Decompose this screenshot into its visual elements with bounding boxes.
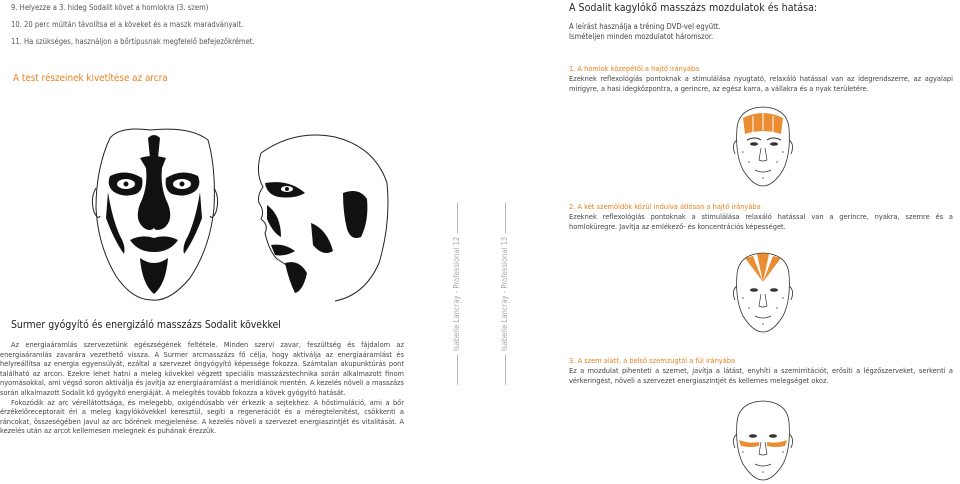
surmer-massage-title: Surmer gyógyító és energizáló masszázs Sodalit kövekkel: [11, 319, 281, 331]
face-illustration-step-1: [723, 104, 803, 190]
step-3: [569, 356, 953, 386]
instruction-item-10: 10. 20 perc múltán távolítsa el a köveket és a maszk maradványait.: [11, 20, 244, 29]
face-projection-title: A test részeinek kivetítése az arcra: [13, 73, 168, 84]
step-1-body: Ezeknek reflexológiás pontoknak a stimulálása nyugtató, relaxáló hatással van az idegrendszerre, az agyalapi mirigyre, a hasi idegközpontra, a gerincre, az egész karra, a vállakra és a nyak területére.: [569, 74, 953, 93]
footer-12-label: Isabelle Lancray - Professional 12: [452, 236, 461, 351]
footer-13-label: Isabelle Lancray - Professional 13: [500, 236, 509, 351]
page-footer-13: [500, 199, 509, 389]
surmer-massage-body: [0, 340, 404, 436]
step-3-body: Ez a mozdulat pihenteti a szemet, javítja a látást, enyhíti a szemirritációt, erősíti a légzőszerveket, serkenti a vérkeringést, növeli a szervezet energiaszintjét és kellemes melegséget okoz.: [569, 366, 953, 385]
step-2-title: 2. A két szemöldök közül indulva átlósan a hajtő irányába: [569, 202, 761, 211]
surmer-paragraph-2: Fokozódik az arc vérellátottsága, és melegebb, oxigéndúsabb vér érkezik a sejtekhez. A hőstimuláció, ami a bőr érzékelőreceptorait éri a meleg kagylókövekkel keresztül, segíti a regenerációt és a méregtelenítést, csökkenti a ráncokat, összeségében javul az arc bőrének megjelenése. A kezelés növeli a szervezet energiaszintjét és vitalitását. A kezelés után az arcot kellemesen melegnek és puhának érezzük.: [0, 397, 404, 436]
face-illustration-step-3: [723, 398, 803, 484]
step-2: [569, 202, 953, 232]
step-1: [569, 64, 953, 94]
profile-face-drawing: [258, 135, 388, 301]
footer-rule: [457, 203, 458, 233]
footer-rule: [505, 203, 506, 233]
massage-movements-title: A Sodalit kagylókő masszázs mozdulatok és hatása:: [569, 2, 818, 14]
step-1-title: 1. A homlok közepétől a hajtő irányába: [569, 64, 700, 73]
instruction-list: [11, 3, 301, 47]
page-footer-12: [452, 199, 461, 389]
step-2-body: Ezeknek reflexológiás pontoknak a stimulálása relaxáló hatással van a gerincre, nyakra, szemre és a homloküregre. Javítja az emlékező- és koncentrációs képességet.: [569, 212, 953, 231]
instruction-item-9: 9. Helyezze a 3. hideg Sodalit követ a homlokra (3. szem): [11, 3, 209, 12]
face-map-illustration: [90, 128, 400, 304]
intro-line-1: A leírást használja a tréning DVD-vel együtt.: [569, 22, 721, 31]
surmer-paragraph-1: Az energiaáramlás szervezetünk egészségének feltétele. Minden szervi zavar, feszültség és fájdalom az energiaáramlás zavarára vezethető vissza. A Surmer arcmasszázs fő célja, hogy aktiválja az energiaáramlást és helyreállítsa az energia egyensúlyát, ezáltal a szervezet öngyógyító képessége fokozza. Számtalan akupunktúrás pont található az arcon. Ezekre lehet hatni a meleg kövekkel végzett speciális masszázstechnika során alkalmazott finom nyomásokkal, ami végső soron aktiválja és javítja az energiaáramlást a meridiánok mentén. A kezelés növeli a masszázs során alkalmazott Sodalit kő gyógyító energiáját. A melegítés tovább fokozza a kövek gyógyító hatását.: [0, 340, 404, 397]
instruction-item-11: 11. Ha szükséges, használjon a bőrtípusnak megfelelő befejezőkrémet.: [11, 37, 255, 46]
massage-intro: [569, 22, 721, 42]
footer-rule: [505, 355, 506, 385]
footer-rule: [457, 355, 458, 385]
face-illustration-step-2: [723, 250, 803, 336]
step-3-title: 3. A szem alatt, a belső szemzugtól a fül irányába: [569, 356, 736, 365]
intro-line-2: Ismételjen minden mozdulatot háromszor.: [569, 32, 714, 41]
